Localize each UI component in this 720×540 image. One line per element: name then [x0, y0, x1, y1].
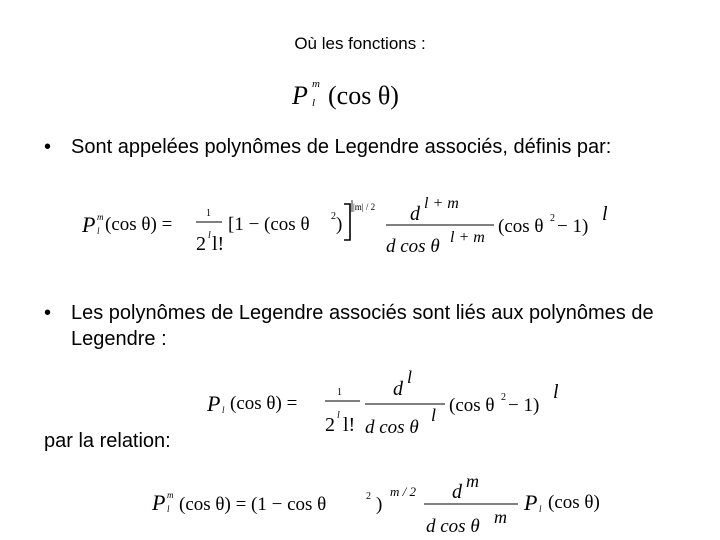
f2-d-num-exp: l + m	[424, 195, 459, 212]
f3-frac-den-l: l	[337, 410, 340, 421]
f2-tail-sq: 2	[550, 213, 555, 224]
f3-tail: (cos θ	[449, 395, 495, 416]
f2-P: P	[82, 212, 96, 237]
f4-P2-arg: (cos θ)	[548, 492, 600, 513]
f4-d-num: d	[452, 481, 462, 503]
f3-P: P	[207, 391, 221, 416]
f4-sub-l: l	[167, 504, 170, 514]
f2-lhs-arg: (cos θ) =	[105, 214, 173, 235]
f3-sub-l: l	[222, 405, 225, 415]
f2-tail: (cos θ	[498, 216, 544, 237]
f3-tail-sq: 2	[501, 392, 506, 403]
bullet-marker: •	[44, 302, 52, 324]
f4-P2-sub: l	[539, 504, 542, 514]
f1-sup-m: m	[312, 78, 320, 90]
f4-d-num-exp: m	[466, 471, 479, 491]
formula-legendre-rodrigues	[205, 365, 585, 440]
f3-tail-rest: − 1)	[508, 395, 540, 416]
f3-tail-exp: l	[553, 381, 559, 403]
f4-sup-m: m	[167, 490, 174, 500]
f2-bracket-body: [1 − (cos θ	[228, 214, 310, 235]
f2-sub-l: l	[97, 226, 100, 236]
f2-frac-den-lfact: l!	[212, 233, 225, 255]
formula-definition	[80, 190, 620, 260]
formula-associated-legendre-symbol	[290, 74, 430, 114]
f2-tail-exp: l	[602, 203, 608, 225]
f2-bracket-close: )	[336, 214, 343, 235]
f2-d-den: d cos θ	[386, 236, 440, 257]
bullet-marker: •	[44, 136, 52, 158]
f2-frac-den-2: 2	[196, 233, 206, 255]
f2-exponent: |m| / 2	[353, 202, 376, 212]
bullet-definition	[44, 134, 684, 190]
f3-d-num: d	[393, 378, 403, 400]
intro-text: Où les fonctions :	[294, 34, 426, 53]
f2-frac-num: 1	[206, 208, 211, 219]
f3-d-den: d cos θ	[365, 417, 419, 438]
f3-frac-num: 1	[337, 387, 342, 398]
f4-sq: 2	[366, 491, 371, 502]
formula-relation	[150, 470, 630, 538]
f2-d-den-exp: l + m	[450, 229, 485, 246]
f1-P: P	[292, 81, 308, 110]
f2-sq: 2	[331, 211, 336, 222]
bullet-text: Sont appelées polynômes de Legendre associés, définis par:	[71, 136, 612, 158]
f4-P: P	[152, 490, 166, 515]
f2-sup-m: m	[97, 212, 104, 222]
f4-d-den: d cos θ	[426, 516, 480, 537]
f2-big-bracket	[344, 204, 350, 240]
f3-d-num-exp: l	[407, 367, 413, 387]
f4-exponent: m / 2	[390, 484, 416, 499]
f3-frac-den-lfact: l!	[343, 414, 356, 436]
f2-frac-den-l: l	[208, 230, 211, 241]
f2-d-num: d	[410, 203, 420, 225]
f3-lhs-arg: (cos θ) =	[230, 393, 298, 414]
bullet-relation-intro	[44, 300, 684, 356]
f3-d-den-exp: l	[431, 405, 437, 425]
f1-sub-l: l	[312, 97, 316, 109]
f2-tail-rest: − 1)	[557, 216, 589, 237]
f1-arg: (cos θ)	[328, 81, 399, 110]
f4-P2: P	[524, 490, 538, 515]
f4-close: )	[376, 494, 383, 515]
bullet-text: Les polynômes de Legendre associés sont liés aux polynômes de Legendre :	[71, 302, 654, 350]
relation-text: par la relation:	[44, 430, 171, 452]
f3-frac-den-2: 2	[325, 414, 335, 436]
f4-lhs-arg: (cos θ) = (1 − cos θ	[179, 494, 327, 515]
f4-d-den-exp: m	[494, 507, 507, 527]
